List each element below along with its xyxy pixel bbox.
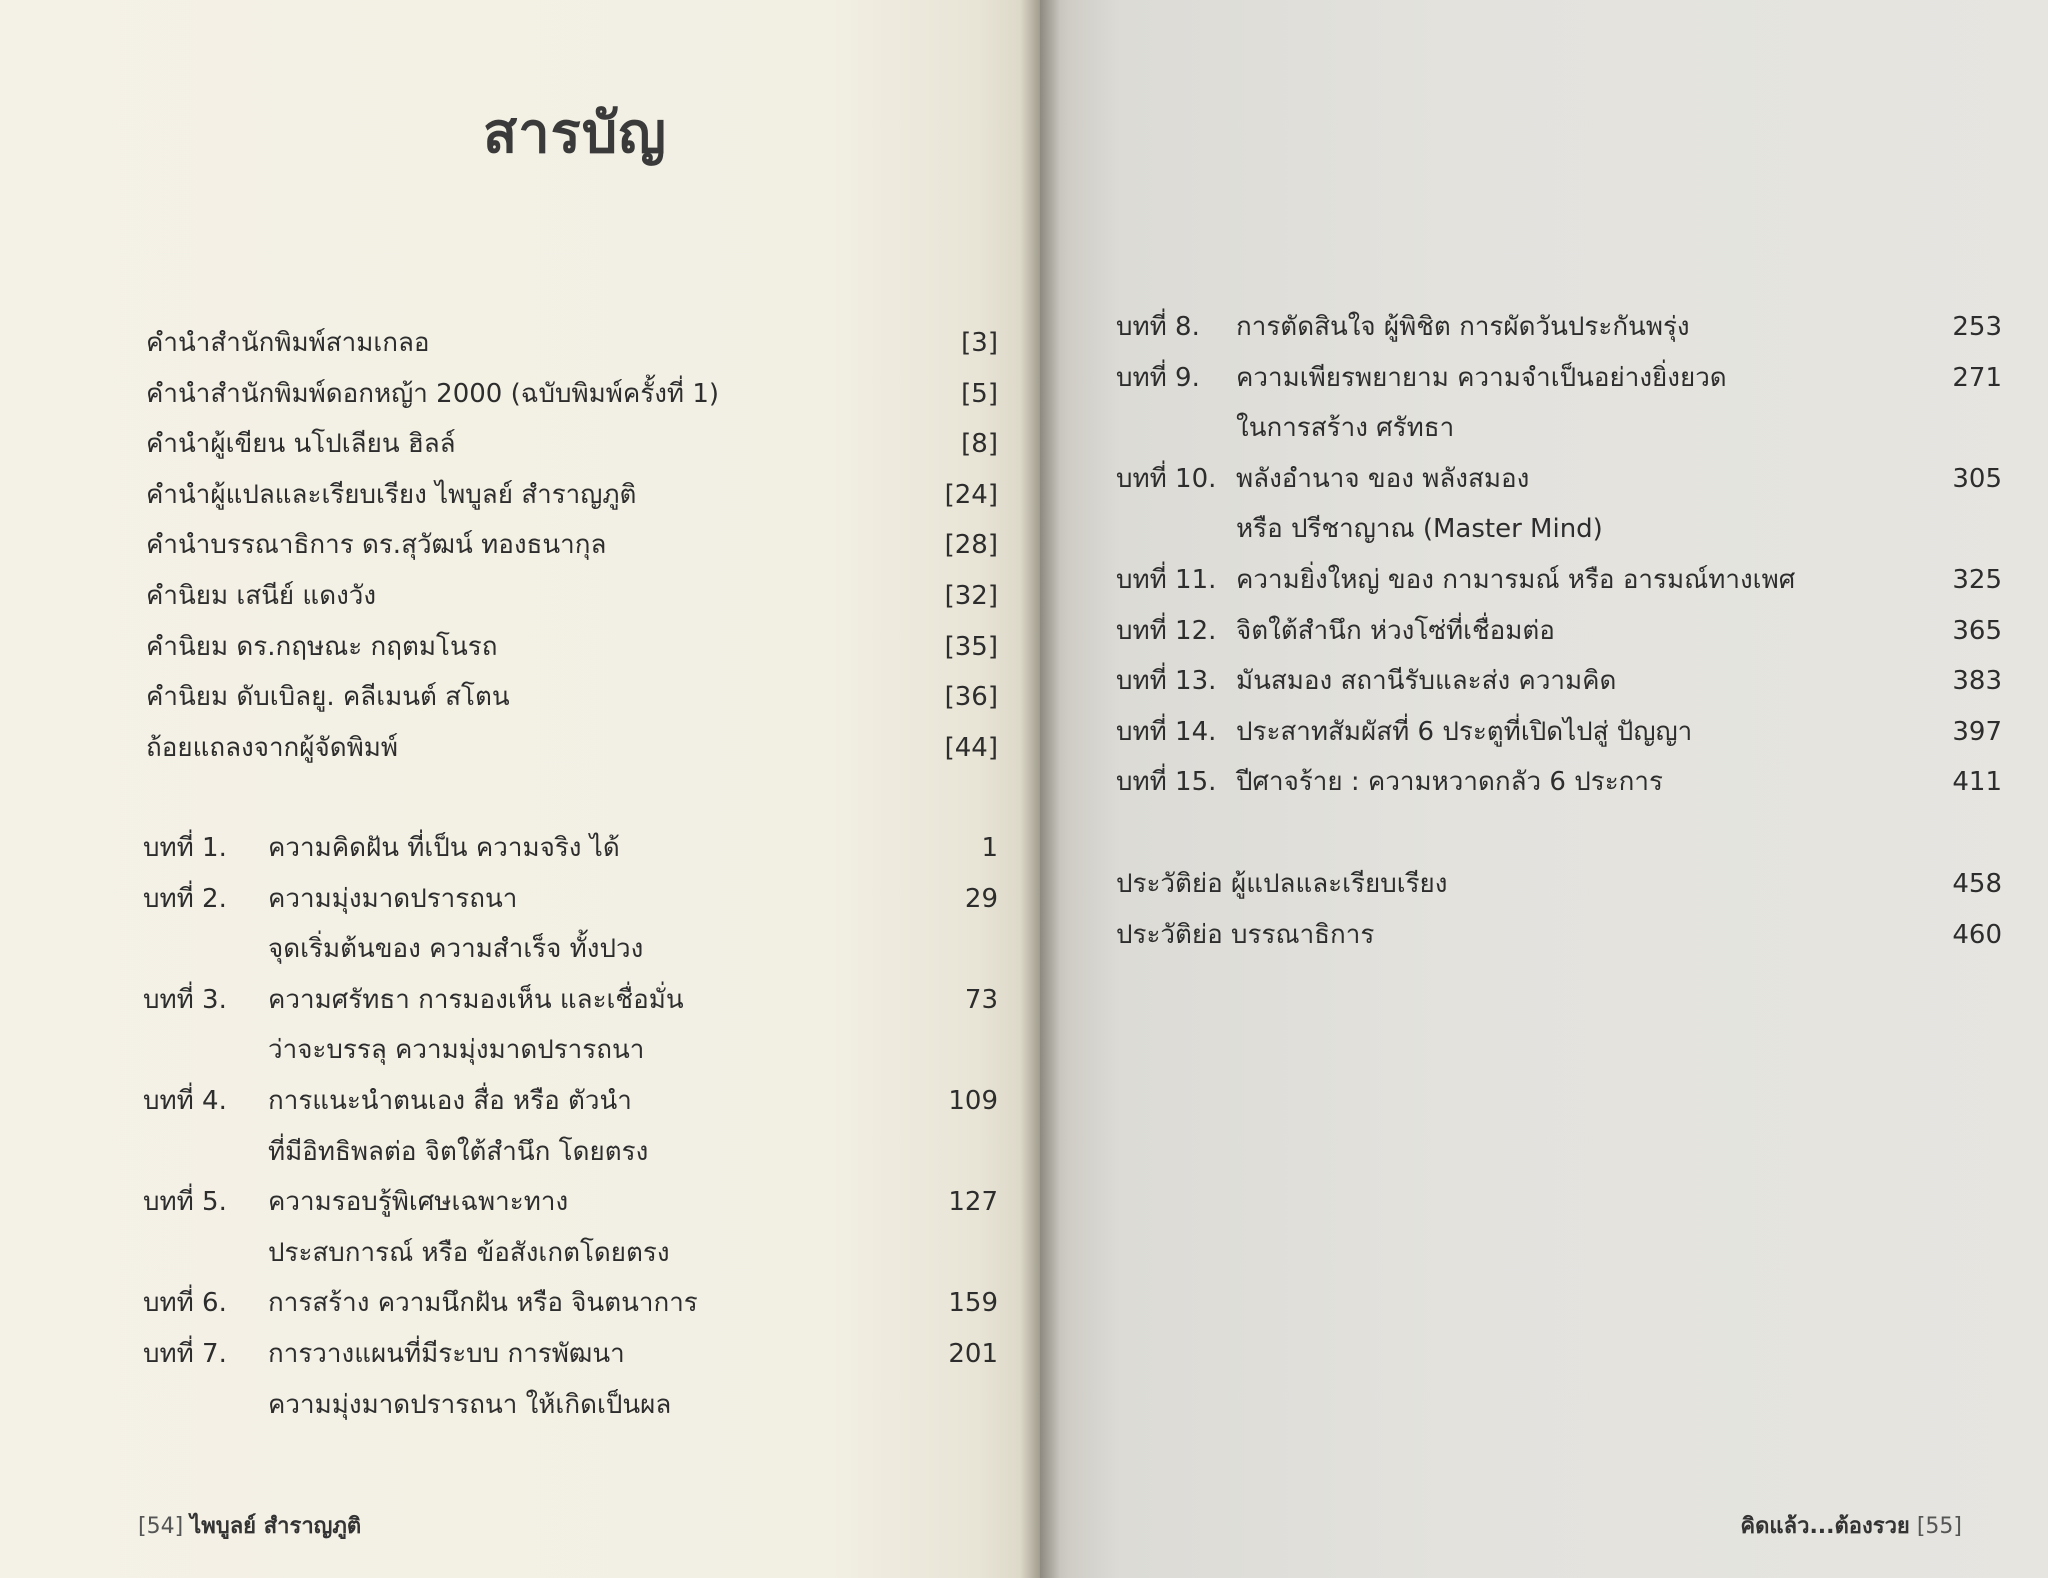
toc-entry-page: [32] xyxy=(944,581,998,611)
toc-entry-label: คำนำผู้แปลและเรียบเรียง ไพบูลย์ สำราญภูติ xyxy=(146,479,637,510)
chapter-number: บทที่ 13. xyxy=(1116,666,1217,697)
chapter-title-line: ความมุ่งมาดปรารถนา xyxy=(268,883,518,914)
right-footer xyxy=(1740,1508,1962,1543)
chapter-number: บทที่ 3. xyxy=(143,984,227,1015)
chapter-page: 159 xyxy=(948,1288,998,1319)
chapter-number: บทที่ 5. xyxy=(143,1187,227,1218)
chapter-title-line: ประสาทสัมผัสที่ 6 ประตูที่เปิดไปสู่ ปัญญา xyxy=(1236,716,1693,747)
chapter-title-line: ความมุ่งมาดปรารถนา ให้เกิดเป็นผล xyxy=(268,1389,672,1420)
chapter-title-line: ความรอบรู้พิเศษเฉพาะทาง xyxy=(268,1187,569,1218)
toc-entry-label: คำนิยม ดับเบิลยู. คลีเมนต์ สโตน xyxy=(146,682,510,713)
chapter-page: 383 xyxy=(1952,666,2002,697)
chapter-page: 397 xyxy=(1952,716,2002,747)
chapter-page: 109 xyxy=(948,1086,998,1116)
author-name: ไพบูลย์ สำราญภูติ xyxy=(190,1514,362,1539)
chapter-number: บทที่ 15. xyxy=(1116,767,1217,798)
page-title: สารบัญ xyxy=(483,101,667,166)
toc-entry-page: [3] xyxy=(961,328,998,358)
chapter-page: 201 xyxy=(948,1339,998,1369)
chapter-page: 253 xyxy=(1952,312,2002,342)
toc-entry-page: [28] xyxy=(944,530,998,561)
toc-entry-page: [44] xyxy=(944,732,998,763)
chapter-page: 29 xyxy=(964,883,998,914)
toc-entry-label: คำนำสำนักพิมพ์สามเกลอ xyxy=(146,328,430,358)
toc-entry-page: [36] xyxy=(944,682,998,713)
toc-entry-page: 460 xyxy=(1952,919,2002,950)
toc-entry-label: ถ้อยแถลงจากผู้จัดพิมพ์ xyxy=(146,732,399,763)
chapter-page: 411 xyxy=(1952,767,2002,798)
chapter-title-line: ประสบการณ์ หรือ ข้อสังเกตโดยตรง xyxy=(268,1237,670,1268)
toc-entry-label: คำนำบรรณาธิการ ดร.สุวัฒน์ ทองธนากุล xyxy=(146,530,607,561)
toc-entry-label: คำนำผู้เขียน นโปเลียน ฮิลล์ xyxy=(146,429,456,460)
chapter-number: บทที่ 1. xyxy=(143,833,227,863)
left-page-number: [54] xyxy=(138,1514,184,1539)
chapter-title-line: การสร้าง ความนึกฝัน หรือ จินตนาการ xyxy=(268,1288,698,1319)
left-footer xyxy=(138,1508,361,1543)
chapter-title-line: ความคิดฝัน ที่เป็น ความจริง ได้ xyxy=(268,833,620,863)
toc-entry-page: [24] xyxy=(944,479,998,510)
right-page xyxy=(1040,0,2048,1578)
chapter-title-line: ความศรัทธา การมองเห็น และเชื่อมั่น xyxy=(268,984,684,1015)
chapter-page: 127 xyxy=(948,1187,998,1218)
chapter-number: บทที่ 6. xyxy=(143,1288,227,1319)
chapter-number: บทที่ 11. xyxy=(1116,565,1217,595)
chapter-title-line: การตัดสินใจ ผู้พิชิต การผัดวันประกันพรุ่ง xyxy=(1236,312,1690,342)
toc-entry-label: คำนิยม เสนีย์ แดงวัง xyxy=(146,581,377,611)
chapter-number: บทที่ 7. xyxy=(143,1339,227,1369)
chapter-title-line: การวางแผนที่มีระบบ การพัฒนา xyxy=(268,1339,625,1369)
chapter-page: 73 xyxy=(964,984,998,1015)
toc-entry-page: 458 xyxy=(1952,869,2002,899)
chapter-title-line: ว่าจะบรรลุ ความมุ่งมาดปรารถนา xyxy=(268,1035,645,1066)
toc-entry-label: ประวัติย่อ ผู้แปลและเรียบเรียง xyxy=(1116,869,1448,899)
chapter-title-line: การแนะนำตนเอง สื่อ หรือ ตัวนำ xyxy=(268,1086,632,1116)
chapter-title-line: จิตใต้สำนึก ห่วงโซ่ที่เชื่อมต่อ xyxy=(1236,615,1555,646)
chapter-number: บทที่ 2. xyxy=(143,883,227,914)
chapter-page: 271 xyxy=(1952,362,2002,393)
toc-entry-label: คำนิยม ดร.กฤษณะ กฤตมโนรถ xyxy=(146,631,498,662)
chapter-number: บทที่ 12. xyxy=(1116,615,1217,646)
chapter-title-line: ปีศาจร้าย : ความหวาดกลัว 6 ประการ xyxy=(1236,767,1663,798)
chapter-title-line: มันสมอง สถานีรับและส่ง ความคิด xyxy=(1236,666,1617,697)
chapter-title-line: ในการสร้าง ศรัทธา xyxy=(1236,413,1455,444)
chapter-number: บทที่ 4. xyxy=(143,1086,227,1116)
chapter-title-line: พลังอำนาจ ของ พลังสมอง xyxy=(1236,463,1530,494)
book-gutter xyxy=(1020,0,1060,1578)
toc-entry-page: [35] xyxy=(944,631,998,662)
toc-entry-page: [8] xyxy=(961,429,998,460)
chapter-page: 325 xyxy=(1952,565,2002,595)
chapter-number: บทที่ 14. xyxy=(1116,716,1217,747)
chapter-title-line: จุดเริ่มต้นของ ความสำเร็จ ทั้งปวง xyxy=(268,934,644,965)
toc-entry-label: ประวัติย่อ บรรณาธิการ xyxy=(1116,919,1375,950)
book-title: คิดแล้ว...ต้องรวย xyxy=(1740,1514,1910,1539)
chapter-number: บทที่ 9. xyxy=(1116,362,1200,393)
chapter-number: บทที่ 10. xyxy=(1116,463,1217,494)
toc-entry-label: คำนำสำนักพิมพ์ดอกหญ้า 2000 (ฉบับพิมพ์ครั้งที่ 1) xyxy=(146,378,720,409)
chapter-number: บทที่ 8. xyxy=(1116,312,1200,342)
chapter-title-line: ความยิ่งใหญ่ ของ กามารมณ์ หรือ อารมณ์ทางเพศ xyxy=(1236,565,1796,595)
toc-entry-page: [5] xyxy=(961,378,998,409)
chapter-page: 1 xyxy=(981,833,998,863)
chapter-page: 365 xyxy=(1952,615,2002,646)
chapter-title-line: ความเพียรพยายาม ความจำเป็นอย่างยิ่งยวด xyxy=(1236,362,1727,393)
right-page-number: [55] xyxy=(1916,1514,1962,1539)
chapter-title-line: ที่มีอิทธิพลต่อ จิตใต้สำนึก โดยตรง xyxy=(268,1136,649,1167)
chapter-title-line: หรือ ปรีชาญาณ (Master Mind) xyxy=(1236,514,1603,545)
chapter-page: 305 xyxy=(1952,463,2002,494)
